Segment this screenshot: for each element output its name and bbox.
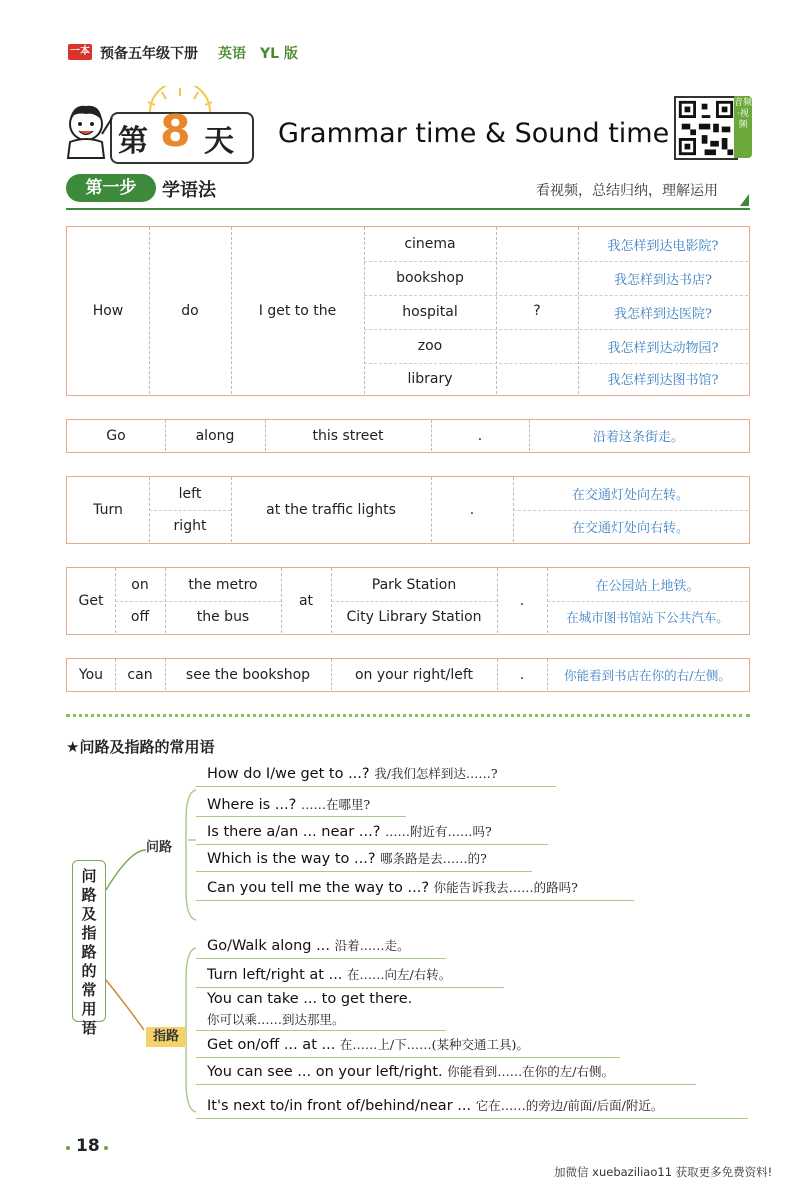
- table-cell: can: [127, 666, 153, 683]
- ask-phrase: Which is the way to ...? 哪条路是去……的?: [207, 851, 487, 867]
- direction-phrase-translation: 你可以乘……到达那里。: [207, 1012, 345, 1027]
- subject-label: 英语: [218, 46, 246, 62]
- qr-media-tag: 音频·视频: [734, 96, 752, 158]
- translation-cell: 我怎样到达电影院?: [607, 238, 719, 254]
- table-cell: at: [298, 592, 314, 609]
- translation-cell: 我怎样到达医院?: [614, 306, 712, 322]
- translation-cell: 你能看到书店在你的右/左侧。: [564, 667, 731, 683]
- ask-way-label: 问路: [146, 840, 173, 855]
- translation-cell: 沿着这条街走。: [592, 430, 684, 445]
- grammar-table-you: [66, 658, 750, 692]
- place-cell: library: [407, 370, 453, 387]
- direction-phrase: Turn left/right at ... 在……向左/右转。: [207, 967, 452, 983]
- book-title: 预备五年级下册: [100, 46, 198, 62]
- direction-phrase: It's next to/in front of/behind/near ... 它在……的旁边/前面/后面/附近。: [207, 1098, 664, 1114]
- step-badge: 第一步: [66, 174, 156, 202]
- grammar-table-how: [66, 226, 750, 396]
- day-prefix: 第: [118, 124, 148, 159]
- translation-cell: 在交通灯处向右转。: [571, 520, 689, 536]
- translation-cell: 在交通灯处向左转。: [571, 488, 689, 503]
- grammar-table-get: [66, 567, 750, 635]
- table-cell: Turn: [93, 501, 123, 518]
- vertical-topic-label: [72, 860, 106, 1037]
- table-cell: along: [195, 427, 235, 444]
- boy-mascot-icon: [62, 98, 114, 160]
- direction-cell: right: [173, 518, 207, 534]
- ask-phrase: How do I/we get to ...? 我/我们怎样到达……?: [207, 766, 498, 782]
- verb-cell: on: [131, 576, 149, 593]
- table-cell: I get to the: [258, 302, 337, 319]
- step-name: 学语法: [162, 180, 216, 201]
- translation-cell: 我怎样到达动物园?: [607, 340, 719, 356]
- direction-phrase: You can take ... to get there.: [207, 991, 413, 1007]
- translation-cell: 在城市图书馆站下公共汽车。: [566, 610, 729, 625]
- step-corner-mark: [740, 194, 749, 206]
- section-title: ★问路及指路的常用语: [66, 738, 215, 756]
- translation-cell: 在公园站上地铁。: [595, 579, 700, 594]
- direction-phrase: Go/Walk along ... 沿着……走。: [207, 938, 410, 954]
- table-cell: this street: [312, 427, 384, 444]
- edition-label: YL 版: [260, 46, 298, 62]
- station-cell: Park Station: [371, 576, 457, 593]
- punct-cell: .: [519, 592, 525, 609]
- vertical-topic-text: 问路及指路的常用语: [81, 867, 97, 1037]
- direction-phrase: You can see ... on your left/right. 你能看到……在你的左/右侧。: [207, 1064, 614, 1080]
- step-hint: 看视频，总结归纳，理解运用: [536, 183, 718, 199]
- step-underline: [66, 208, 750, 210]
- place-cell: zoo: [417, 338, 443, 354]
- day-number: 8: [160, 106, 191, 157]
- page-number: 18: [76, 1136, 100, 1156]
- verb-cell: off: [130, 609, 150, 625]
- table-cell: You: [78, 666, 104, 683]
- table-cell: Go: [106, 427, 126, 444]
- page-number-dot: [66, 1146, 70, 1150]
- qr-code-icon[interactable]: [674, 96, 738, 160]
- give-directions-label: 指路: [146, 1027, 186, 1047]
- series-tag: 一本: [68, 44, 92, 60]
- place-cell: hospital: [402, 304, 458, 320]
- vehicle-cell: the bus: [196, 609, 250, 625]
- grammar-table-go: [66, 419, 750, 453]
- place-cell: bookshop: [396, 270, 464, 286]
- direction-cell: left: [178, 485, 202, 502]
- ask-phrase: Where is ...? ……在哪里?: [207, 797, 371, 813]
- ask-phrase: Can you tell me the way to ...? 你能告诉我去……的路吗?: [207, 880, 578, 896]
- dotted-separator: [66, 714, 750, 717]
- table-cell: How: [92, 302, 124, 319]
- punct-cell: .: [469, 501, 475, 518]
- table-cell: Get: [78, 592, 104, 609]
- grammar-table-turn: [66, 476, 750, 544]
- footer-note: 加微信 xuebaziliao11 获取更多免费资料!: [554, 1165, 773, 1179]
- ask-phrase: Is there a/an ... near ...? ……附近有……吗?: [207, 824, 492, 840]
- punct-cell: .: [519, 666, 525, 683]
- direction-phrase: Get on/off ... at ... 在……上/下……(某种交通工具)。: [207, 1037, 529, 1053]
- table-cell: at the traffic lights: [266, 501, 396, 518]
- vehicle-cell: the metro: [188, 576, 258, 593]
- page-number-dot: [104, 1146, 108, 1150]
- translation-cell: 我怎样到达图书馆?: [607, 373, 719, 388]
- table-cell: see the bookshop: [185, 666, 311, 683]
- lesson-title: Grammar time & Sound time: [278, 118, 670, 149]
- table-cell: on your right/left: [354, 666, 474, 683]
- day-suffix: 天: [204, 124, 234, 159]
- station-cell: City Library Station: [346, 609, 482, 625]
- table-cell: do: [181, 302, 199, 319]
- translation-cell: 我怎样到达书店?: [614, 272, 712, 288]
- punct-cell: .: [477, 427, 483, 444]
- punct-cell: ?: [533, 302, 541, 319]
- place-cell: cinema: [404, 236, 456, 252]
- brace-connector-icon: [100, 780, 210, 1140]
